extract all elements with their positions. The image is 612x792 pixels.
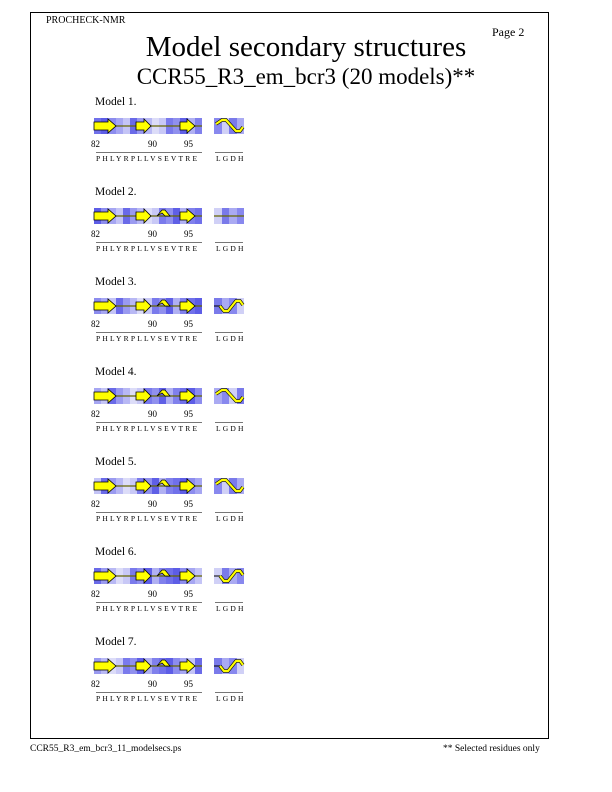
residue-number-tick: 95	[184, 679, 193, 689]
sequence-segment-1: PHLYRPLLVSEVTRE	[96, 514, 200, 523]
model-panel	[88, 456, 288, 536]
sequence-rule	[96, 512, 202, 513]
residue-number-tick: 82	[91, 409, 100, 419]
sequence-rule	[215, 242, 243, 243]
residue-number-tick: 90	[148, 679, 157, 689]
residue-number-tick: 90	[148, 319, 157, 329]
residue-number-tick: 95	[184, 499, 193, 509]
sequence-segment-1: PHLYRPLLVSEVTRE	[96, 334, 200, 343]
residue-strip-segment-2	[214, 118, 244, 134]
sequence-segment-1: PHLYRPLLVSEVTRE	[96, 694, 200, 703]
sequence-segment-2: LGDH	[216, 694, 246, 703]
residue-number-tick: 82	[91, 679, 100, 689]
model-panel	[88, 546, 288, 626]
residue-number-tick: 82	[91, 319, 100, 329]
model-panel	[88, 636, 288, 716]
secondary-structure-track-2	[214, 208, 244, 224]
sequence-segment-1: PHLYRPLLVSEVTRE	[96, 244, 200, 253]
sequence-rule	[96, 602, 202, 603]
model-panel	[88, 186, 288, 266]
sequence-segment-1: PHLYRPLLVSEVTRE	[96, 604, 200, 613]
sequence-rule	[215, 692, 243, 693]
secondary-structure-track-1	[94, 388, 202, 404]
residue-number-tick: 82	[91, 139, 100, 149]
model-panel	[88, 96, 288, 176]
residue-strip-segment-1	[94, 568, 202, 584]
secondary-structure-track-1	[94, 118, 202, 134]
program-name: PROCHECK-NMR	[46, 15, 126, 26]
residue-number-tick: 82	[91, 499, 100, 509]
sequence-rule	[215, 602, 243, 603]
residue-number-tick: 90	[148, 589, 157, 599]
sequence-segment-2: LGDH	[216, 154, 246, 163]
sequence-segment-2: LGDH	[216, 424, 246, 433]
residue-strip-segment-2	[214, 658, 244, 674]
model-label: Model 6.	[95, 546, 137, 558]
secondary-structure-track-2	[214, 568, 244, 584]
page-title: Model secondary structures	[145, 31, 467, 63]
residue-strip-segment-1	[94, 208, 202, 224]
residue-number-tick: 95	[184, 409, 193, 419]
residue-number-tick: 95	[184, 589, 193, 599]
sequence-segment-2: LGDH	[216, 334, 246, 343]
sequence-rule	[96, 692, 202, 693]
sequence-rule	[215, 512, 243, 513]
secondary-structure-track-1	[94, 298, 202, 314]
residue-strip-segment-2	[214, 298, 244, 314]
model-label: Model 5.	[95, 456, 137, 468]
secondary-structure-track-1	[94, 568, 202, 584]
sequence-rule	[215, 422, 243, 423]
secondary-structure-track-2	[214, 658, 244, 674]
secondary-structure-track-1	[94, 478, 202, 494]
model-label: Model 7.	[95, 636, 137, 648]
residue-strip-segment-2	[214, 208, 244, 224]
secondary-structure-track-2	[214, 478, 244, 494]
residue-number-tick: 90	[148, 499, 157, 509]
secondary-structure-track-2	[214, 388, 244, 404]
sequence-segment-2: LGDH	[216, 514, 246, 523]
model-label: Model 3.	[95, 276, 137, 288]
model-label: Model 2.	[95, 186, 137, 198]
residue-strip-segment-1	[94, 118, 202, 134]
sequence-rule	[96, 242, 202, 243]
secondary-structure-track-2	[214, 118, 244, 134]
model-panel	[88, 366, 288, 446]
sequence-rule	[96, 152, 202, 153]
residue-number-tick: 95	[184, 139, 193, 149]
sequence-segment-2: LGDH	[216, 244, 246, 253]
footer-note: ** Selected residues only	[443, 744, 540, 754]
model-label: Model 4.	[95, 366, 137, 378]
residue-number-tick: 90	[148, 229, 157, 239]
page-subtitle: CCR55_R3_em_bcr3 (20 models)**	[136, 64, 476, 89]
residue-strip-segment-1	[94, 388, 202, 404]
sequence-segment-2: LGDH	[216, 604, 246, 613]
secondary-structure-track-1	[94, 208, 202, 224]
sequence-rule	[96, 422, 202, 423]
residue-number-tick: 95	[184, 319, 193, 329]
sequence-rule	[215, 152, 243, 153]
sequence-segment-1: PHLYRPLLVSEVTRE	[96, 424, 200, 433]
footer-filename: CCR55_R3_em_bcr3_11_modelsecs.ps	[30, 744, 182, 754]
residue-number-tick: 95	[184, 229, 193, 239]
residue-number-tick: 90	[148, 139, 157, 149]
secondary-structure-track-2	[214, 298, 244, 314]
sequence-rule	[215, 332, 243, 333]
sequence-segment-1: PHLYRPLLVSEVTRE	[96, 154, 200, 163]
model-label: Model 1.	[95, 96, 137, 108]
sequence-rule	[96, 332, 202, 333]
residue-strip-segment-1	[94, 658, 202, 674]
secondary-structure-track-1	[94, 658, 202, 674]
page-number: Page 2	[492, 25, 525, 39]
residue-strip-segment-2	[214, 478, 244, 494]
residue-strip-segment-1	[94, 478, 202, 494]
residue-number-tick: 82	[91, 229, 100, 239]
residue-number-tick: 82	[91, 589, 100, 599]
residue-number-tick: 90	[148, 409, 157, 419]
residue-strip-segment-2	[214, 568, 244, 584]
model-panel	[88, 276, 288, 356]
residue-strip-segment-2	[214, 388, 244, 404]
residue-strip-segment-1	[94, 298, 202, 314]
